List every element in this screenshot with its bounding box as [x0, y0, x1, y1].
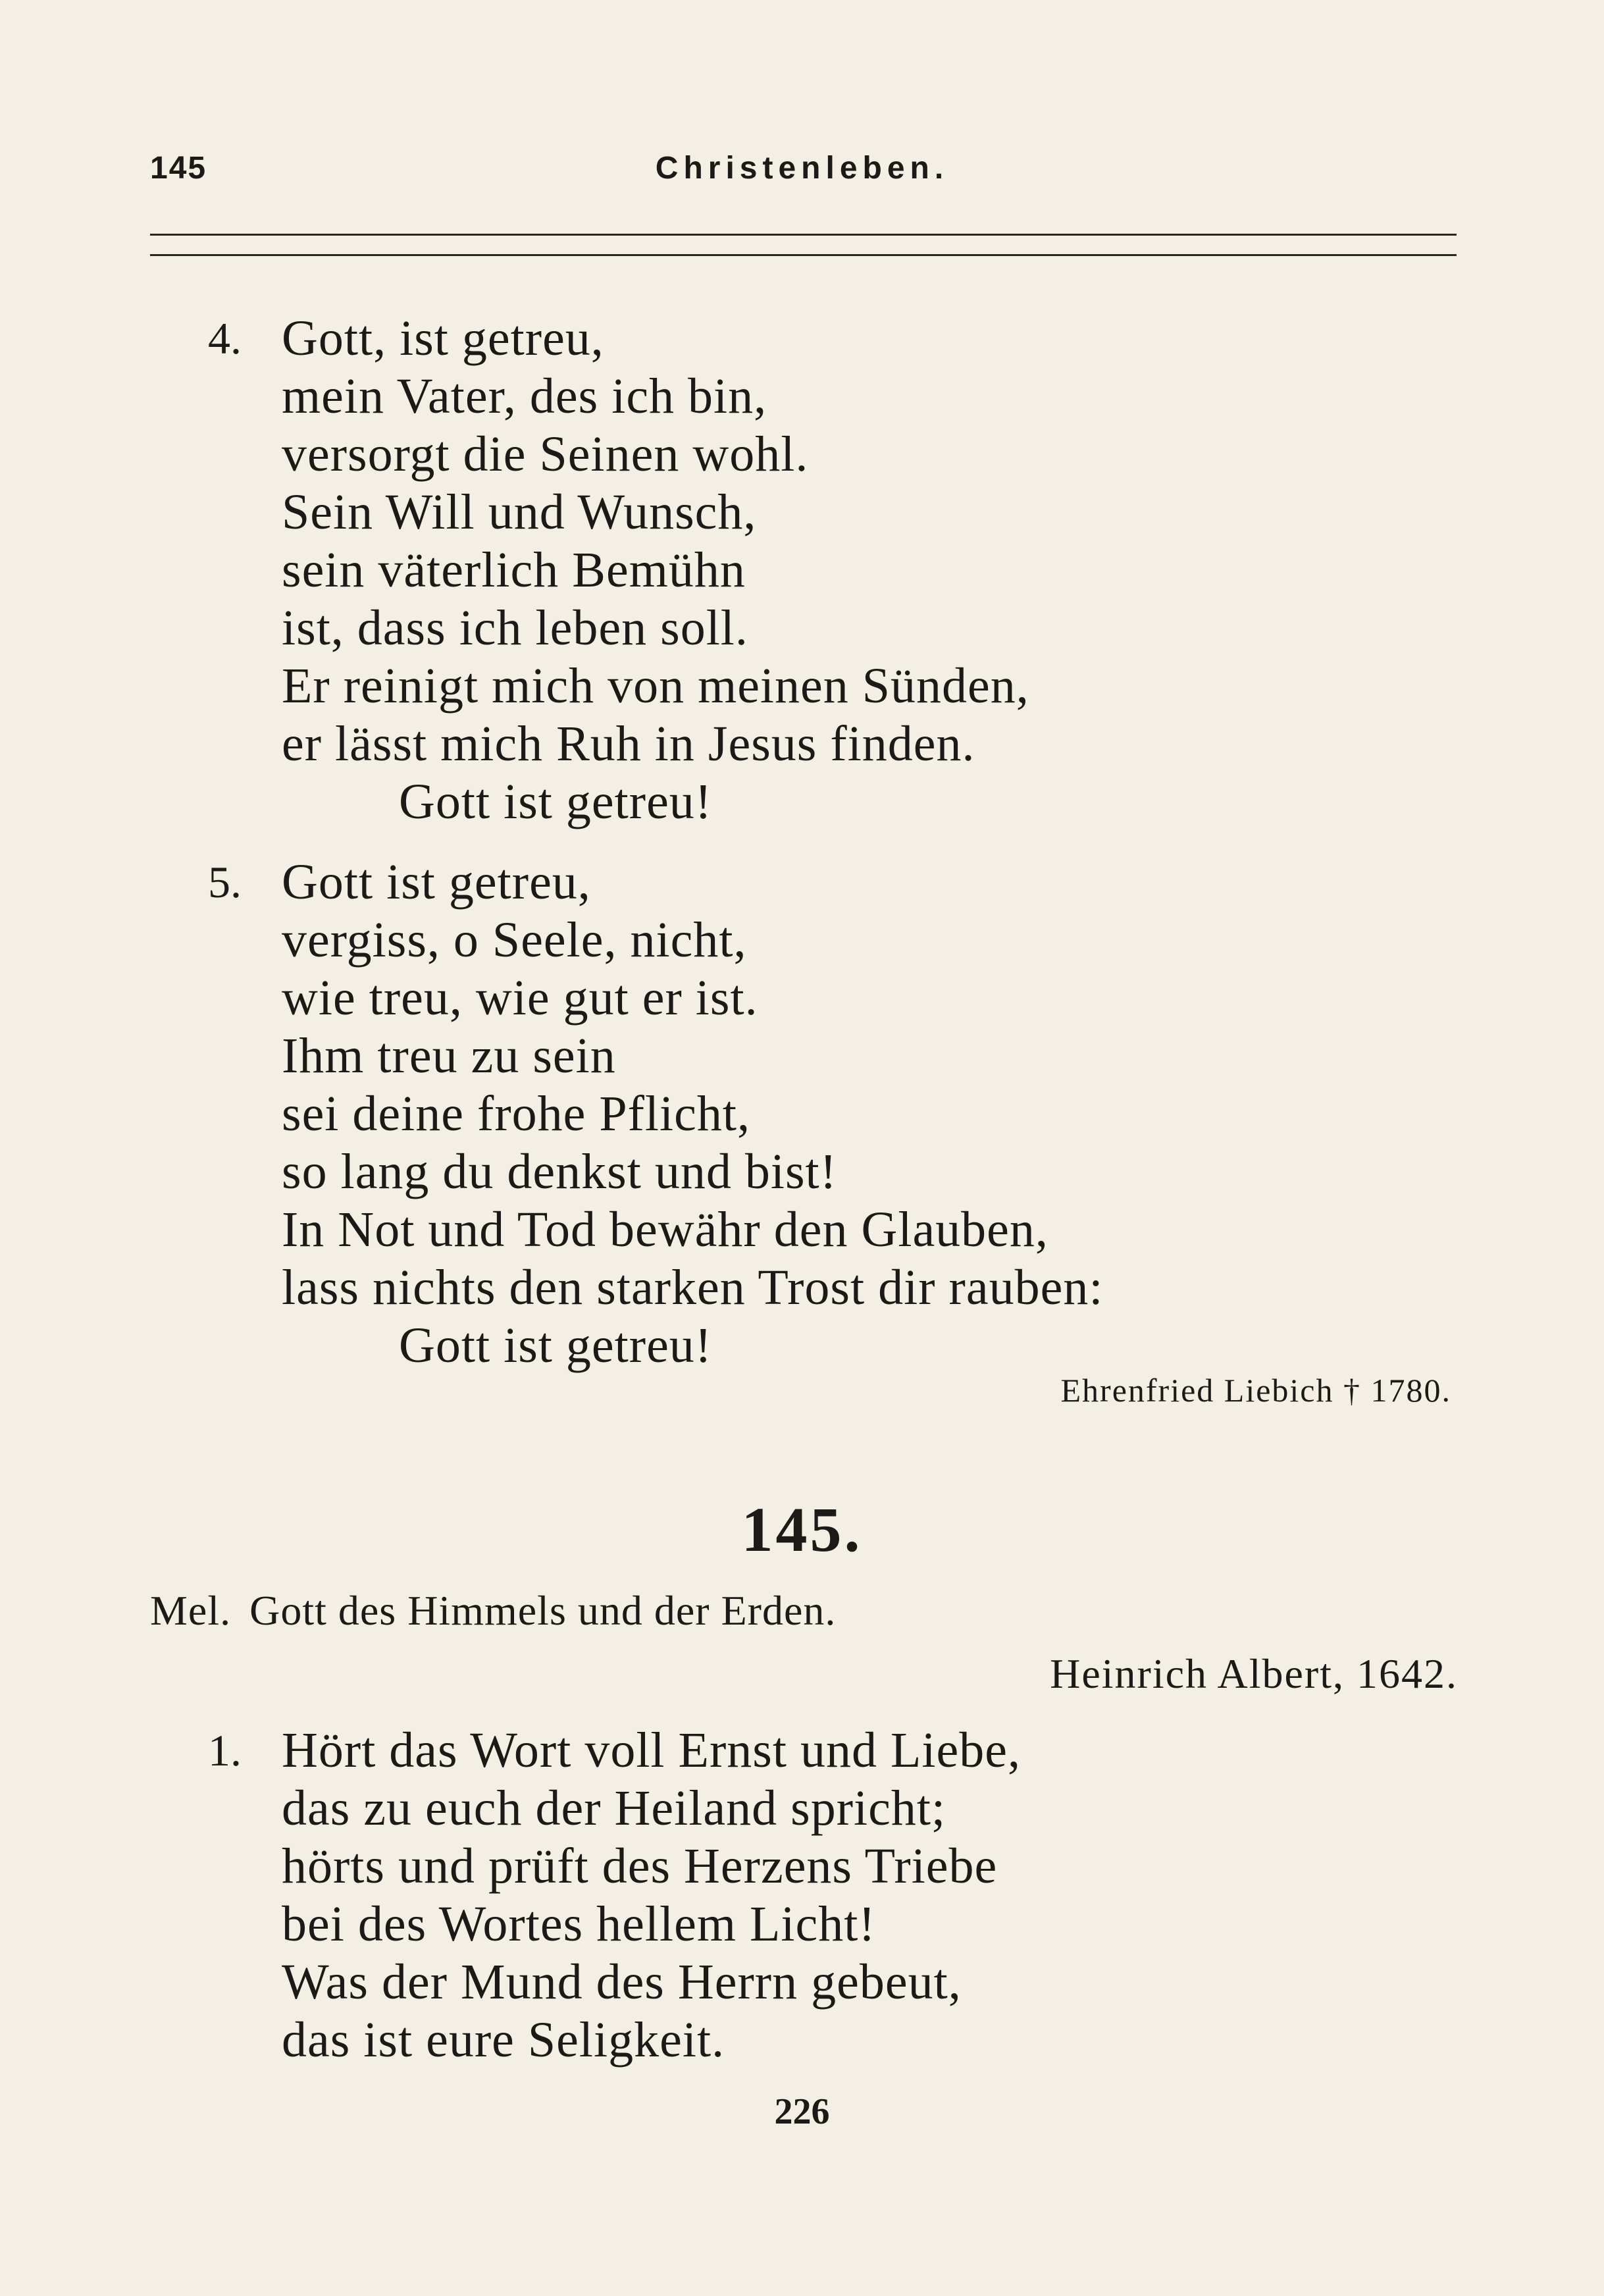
verse-line: sein väterlich Bemühn — [282, 542, 746, 598]
verse-line: er lässt mich Ruh in Jesus finden. — [282, 716, 975, 771]
folio-number: 226 — [774, 2091, 830, 2132]
running-title: Christenleben. — [655, 151, 949, 186]
verse-line: versorgt die Seinen wohl. — [282, 427, 809, 482]
verse-line: Hört das Wort voll Ernst und Liebe, — [282, 1723, 1021, 1778]
header-page-number: 145 — [150, 151, 207, 186]
verse-line: hörts und prüft des Herzens Triebe — [282, 1839, 998, 1894]
verse-line: In Not und Tod bewähr den Glauben, — [282, 1202, 1048, 1257]
verse-number: 1. — [208, 1725, 242, 1775]
stanza-5 — [208, 853, 1104, 1374]
verse-line: Was der Mund des Herrn gebeut, — [282, 1954, 962, 2010]
hymn-number: 145. — [741, 1494, 863, 1565]
verse-line: ist, dass ich leben soll. — [282, 600, 748, 656]
composer-attribution: Heinrich Albert, 1642. — [1050, 1650, 1458, 1697]
stanza-4 — [208, 309, 1029, 831]
melody-line — [150, 1586, 836, 1635]
verse-line: lass nichts den starken Trost dir rauben: — [282, 1260, 1104, 1315]
verse-refrain: Gott ist getreu! — [399, 774, 713, 829]
melody-label: Mel. — [150, 1587, 232, 1634]
verse-line: bei des Wortes hellem Licht! — [282, 1896, 876, 1952]
verse-line: das ist eure Seligkeit. — [282, 2012, 725, 2068]
header-rule-top — [150, 234, 1457, 236]
verse-line: mein Vater, des ich bin, — [282, 369, 767, 424]
melody-title: Gott des Himmels und der Erden. — [249, 1587, 837, 1634]
verse-line: so lang du denkst und bist! — [282, 1144, 837, 1199]
author-attribution: Ehrenfried Liebich † 1780. — [1060, 1372, 1451, 1409]
hymn-stanza-1 — [208, 1721, 1021, 2069]
verse-line: das zu euch der Heiland spricht; — [282, 1781, 946, 1836]
verse-line: wie treu, wie gut er ist. — [282, 970, 758, 1026]
verse-line: Gott, ist getreu, — [282, 311, 604, 366]
verse-line: sei deine frohe Pflicht, — [282, 1086, 751, 1141]
verse-line: Sein Will und Wunsch, — [282, 484, 757, 540]
verse-line: Ihm treu zu sein — [282, 1028, 616, 1083]
verse-line: Er reinigt mich von meinen Sünden, — [282, 658, 1029, 714]
verse-refrain: Gott ist getreu! — [399, 1318, 713, 1373]
header-rule-bottom — [150, 254, 1457, 256]
verse-number: 4. — [208, 313, 242, 363]
running-header — [150, 150, 1454, 196]
verse-line: vergiss, o Seele, nicht, — [282, 912, 747, 968]
verse-line: Gott ist getreu, — [282, 854, 591, 910]
verse-number: 5. — [208, 857, 242, 907]
